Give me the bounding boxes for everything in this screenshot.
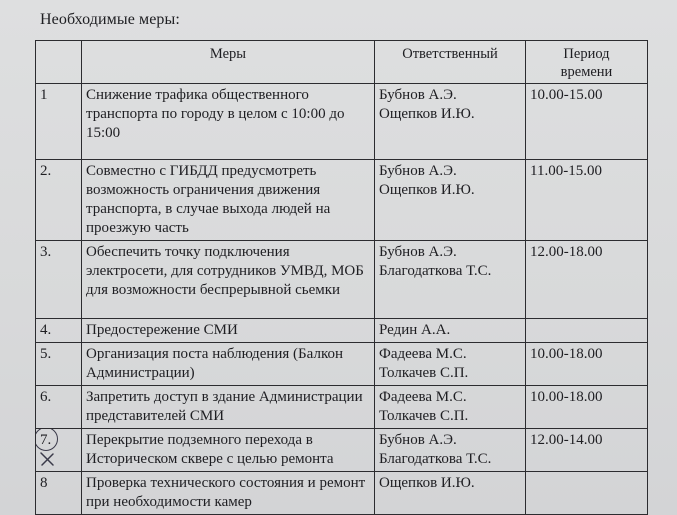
row-measure: Перекрытие подземного перехода в Историческом сквере с целью ремонта xyxy=(82,429,375,472)
header-time xyxy=(526,41,648,84)
row-responsible xyxy=(375,472,526,515)
responsible-person: Бубнов А.Э. xyxy=(379,87,457,103)
measures-table xyxy=(35,40,648,515)
responsible-person: Благодаткова Т.С. xyxy=(379,263,492,279)
responsible-person: Благодаткова Т.С. xyxy=(379,451,492,467)
row-measure: Предостережение СМИ xyxy=(82,319,375,343)
row-number-marked xyxy=(40,431,51,450)
document-heading: Необходимые меры: xyxy=(40,11,180,28)
row-number: 3. xyxy=(36,241,82,319)
responsible-person: Бубнов А.Э. xyxy=(379,244,457,260)
responsible-person: Ощепков И.Ю. xyxy=(379,106,475,122)
row-number: 7. xyxy=(40,432,52,448)
row-responsible xyxy=(375,343,526,386)
row-time: 10.00-18.00 xyxy=(526,343,648,386)
row-time: 10.00-15.00 xyxy=(526,84,648,160)
row-measure: Обеспечить точку подключения электросети, для сотрудников УМВД, МОБ для возможности беспрерывной сьемки xyxy=(82,241,375,319)
row-number: 4. xyxy=(36,319,82,343)
responsible-person: Редин А.А. xyxy=(379,322,451,338)
handwritten-cross-mark xyxy=(39,451,55,467)
responsible-person: Фадеева М.С. xyxy=(379,346,467,362)
table-row xyxy=(36,160,648,241)
row-responsible xyxy=(375,386,526,429)
row-number: 6. xyxy=(36,386,82,429)
header-time-line2: времени xyxy=(560,64,613,80)
row-measure: Проверка технического состояния и ремонт при необходимости камер xyxy=(82,472,375,515)
responsible-person: Толкачев С.П. xyxy=(379,408,469,424)
table-row xyxy=(36,343,648,386)
row-responsible xyxy=(375,160,526,241)
row-number: 2. xyxy=(36,160,82,241)
row-time: 11.00-15.00 xyxy=(526,160,648,241)
handwritten-circle-mark xyxy=(36,429,59,452)
responsible-person: Толкачев С.П. xyxy=(379,365,469,381)
row-measure: Организация поста наблюдения (Балкон Администрации) xyxy=(82,343,375,386)
row-measure: Снижение трафика общественного транспорта по городу в целом с 10:00 до 15:00 xyxy=(82,84,375,160)
row-time: 10.00-18.00 xyxy=(526,386,648,429)
row-number: 8 xyxy=(36,472,82,515)
table-header-row xyxy=(36,41,648,84)
header-responsible: Ответственный xyxy=(375,41,526,84)
row-responsible xyxy=(375,241,526,319)
table-row xyxy=(36,429,648,472)
responsible-person: Фадеева М.С. xyxy=(379,389,467,405)
row-number: 1 xyxy=(36,84,82,160)
row-measure: Запретить доступ в здание Администрации представителей СМИ xyxy=(82,386,375,429)
table-row xyxy=(36,241,648,319)
responsible-person: Бубнов А.Э. xyxy=(379,163,457,179)
row-time xyxy=(526,472,648,515)
row-number-cell xyxy=(36,429,82,472)
table-row xyxy=(36,319,648,343)
table-row xyxy=(36,84,648,160)
header-number xyxy=(36,41,82,84)
responsible-person: Ощепков И.Ю. xyxy=(379,182,475,198)
row-time: 12.00-18.00 xyxy=(526,241,648,319)
row-time: 12.00-14.00 xyxy=(526,429,648,472)
table-row xyxy=(36,472,648,515)
row-time xyxy=(526,319,648,343)
row-responsible xyxy=(375,84,526,160)
responsible-person: Ощепков И.Ю. xyxy=(379,475,475,491)
responsible-person: Бубнов А.Э. xyxy=(379,432,457,448)
table-row xyxy=(36,386,648,429)
header-time-line1: Период xyxy=(563,46,610,62)
header-measures: Меры xyxy=(82,41,375,84)
row-responsible xyxy=(375,319,526,343)
row-measure: Совместно с ГИБДД предусмотреть возможность ограничения движения транспорта, в случае выхода людей на проезжую часть xyxy=(82,160,375,241)
row-responsible xyxy=(375,429,526,472)
row-number: 5. xyxy=(36,343,82,386)
